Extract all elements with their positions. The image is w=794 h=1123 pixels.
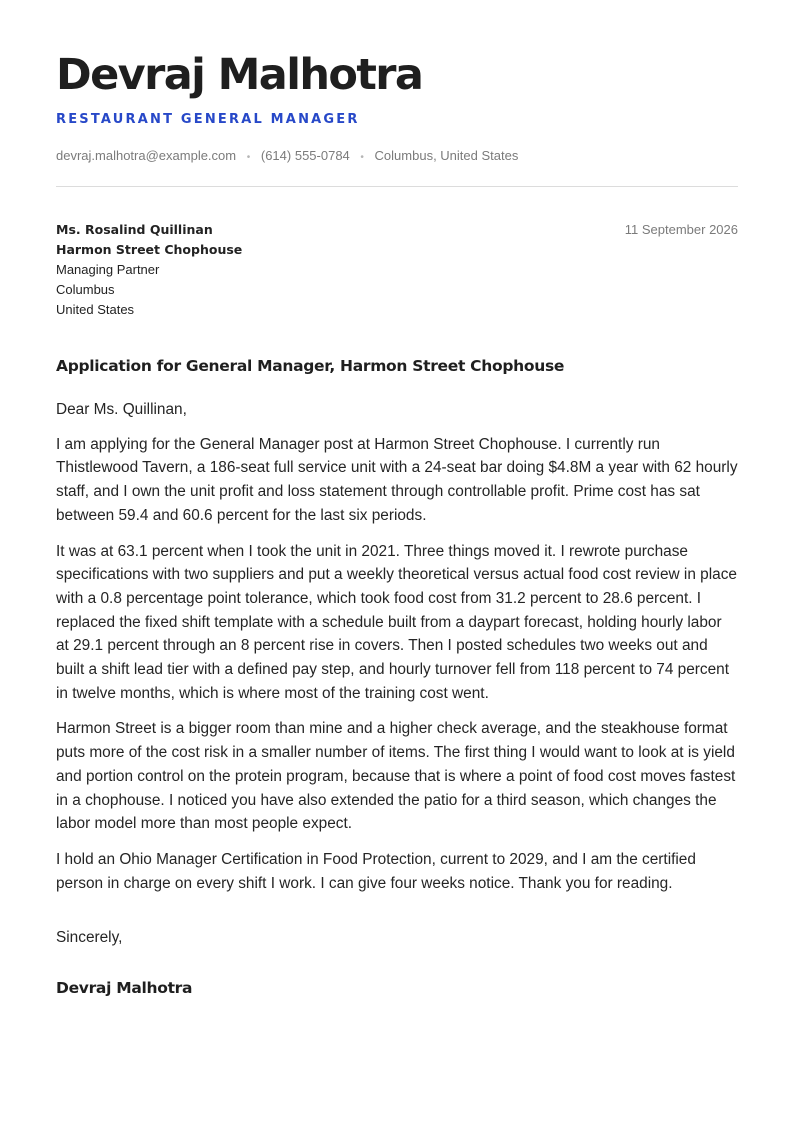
header-divider	[56, 186, 738, 187]
applicant-role: RESTAURANT GENERAL MANAGER	[56, 112, 360, 127]
separator-dot: •	[360, 152, 364, 163]
contact-phone[interactable]: (614) 555-0784	[260, 148, 350, 163]
recipient-block	[56, 220, 242, 320]
body-paragraph: It was at 63.1 percent when I took the unit in 2021. Three things moved it. I rewrote purchase specifications with two suppliers and put a weekly theoretical versus actual food cost review in place with a 0.8 percentage point tolerance, which took food cost from 31.2 percent to 28.6 percent. I replaced the fixed shift template with a schedule built from a daypart forecast, holding hourly labor at 29.1 percent through an 8 percent rise in covers. Then I posted schedules two weeks out and built a shift lead tier with a defined pay step, and hourly turnover fell from 118 percent to 74 percent in twelve months, which is where most of the training cost went.	[56, 542, 737, 702]
recipient-city: Columbus	[56, 282, 115, 297]
recipient-title: Managing Partner	[56, 262, 160, 277]
applicant-name: Devraj Malhotra	[56, 50, 423, 100]
recipient-country: United States	[56, 302, 135, 317]
body-paragraph: Harmon Street is a bigger room than mine and a higher check average, and the steakhouse format puts more of the cost risk in a smaller number of items. The first thing I would want to look at is yield and portion control on the protein program, because that is where a point of food cost moves fastest in a chophouse. I noticed you have also extended the patio for a third season, which changes the labor model more than most people expect.	[56, 720, 736, 833]
recipient-name: Ms. Rosalind Quillinan	[56, 222, 213, 237]
contact-location: Columbus, United States	[374, 148, 519, 163]
letter-subject: Application for General Manager, Harmon Street Chophouse	[56, 357, 565, 375]
letter-body	[56, 398, 738, 907]
separator-dot: •	[246, 152, 251, 163]
body-paragraph: I am applying for the General Manager post at Harmon Street Chophouse. I currently run Thistlewood Tavern, a 186-seat full service unit with a 24-seat bar doing $4.8M a year with 62 hourly staff, and I own the unit profit and loss statement through controllable profit. Prime cost has sat between 59.4 and 60.6 percent for the last six periods.	[56, 435, 738, 524]
contact-line	[56, 147, 518, 166]
body-paragraph: I hold an Ohio Manager Certification in Food Protection, current to 2029, and I am the certified person in charge on every shift I work. I can give four weeks notice. Thank you for reading.	[56, 850, 696, 892]
closing: Sincerely,	[56, 929, 123, 946]
letter-date: 11 September 2026	[624, 222, 738, 237]
recipient-company: Harmon Street Chophouse	[56, 242, 243, 257]
salutation: Dear Ms. Quillinan,	[56, 401, 187, 418]
signature-name: Devraj Malhotra	[56, 979, 193, 997]
contact-email[interactable]: devraj.malhotra@example.com	[56, 148, 237, 163]
